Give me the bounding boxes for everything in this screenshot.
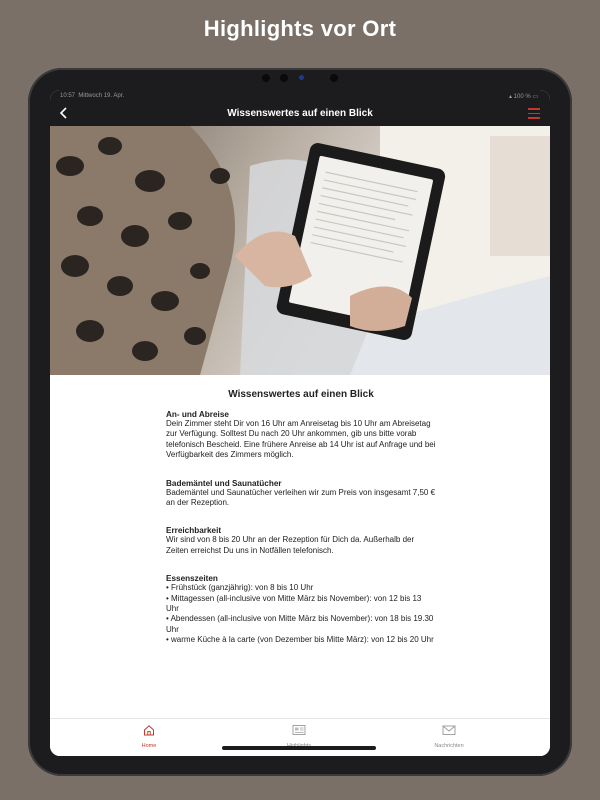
highlights-card-icon xyxy=(292,724,306,736)
content-heading: Wissenswertes auf einen Blick xyxy=(228,389,374,400)
list-item: • Abendessen (all-inclusive von Mitte März bis November): von 18 bis 19.30 Uhr xyxy=(166,614,434,634)
camera-bar xyxy=(28,72,572,84)
menu-button[interactable] xyxy=(528,108,540,120)
list-item: • Mittagessen (all-inclusive von Mitte März bis November): von 12 bis 13 Uhr xyxy=(166,593,422,614)
section-title: An- und Abreise xyxy=(166,410,229,419)
status-bar xyxy=(50,90,550,102)
nav-title: Wissenswertes auf einen Blick xyxy=(227,108,373,119)
tab-messages[interactable] xyxy=(409,723,489,749)
sensor-icon xyxy=(280,74,288,82)
section-availability xyxy=(166,526,436,556)
hero-photo-illustration xyxy=(50,126,550,375)
hero-image xyxy=(50,126,550,375)
sensor-icon xyxy=(262,74,270,82)
app-screen xyxy=(50,90,550,756)
section-title: Bademäntel und Saunatücher xyxy=(166,478,282,488)
hamburger-menu-icon xyxy=(528,108,540,110)
status-battery: ▴ 100 % ▭ xyxy=(508,94,538,100)
promo-title: Highlights vor Ort xyxy=(203,16,397,41)
section-title: Essenszeiten xyxy=(166,574,218,584)
tab-home[interactable] xyxy=(109,723,189,749)
tablet-device xyxy=(28,68,572,776)
tab-bar xyxy=(50,718,550,756)
section-mealtimes xyxy=(166,574,436,645)
list-item: • Frühstück (ganzjährig): von 8 bis 10 Uhr xyxy=(166,583,314,593)
content-area[interactable] xyxy=(50,375,550,718)
home-indicator[interactable] xyxy=(222,746,376,750)
section-text: Dein Zimmer steht Dir von 16 Uhr am Anreisetag bis 10 Uhr am Abreisetag zur Verfügung. Solltest Du nach 20 Uhr ankommen, gib uns bitte vorab telefonisch Bescheid. Eine frühere Anreise ab 14 Uhr ist auf Anfrage und bei Verfügbarkeit des Zimmers möglich. xyxy=(166,419,436,460)
tab-label: Home xyxy=(141,743,157,749)
envelope-icon xyxy=(442,724,456,736)
home-icon xyxy=(143,724,155,736)
section-arrival xyxy=(166,410,436,461)
tab-label: Nachrichten xyxy=(434,743,464,749)
list-item: • warme Küche à la carte (von Dezember bis Mitte März): von 12 bis 20 Uhr xyxy=(166,635,434,645)
section-bathrobes xyxy=(166,479,436,509)
sensor-icon xyxy=(330,74,338,82)
section-title: Erreichbarkeit xyxy=(166,526,222,536)
section-text: Bademäntel und Saunatücher verleihen wir zum Preis von insgesamt 7,50 € an der Rezeption. xyxy=(166,487,436,508)
camera-lens-icon xyxy=(299,75,304,80)
section-text: Wir sind von 8 bis 20 Uhr an der Rezeption für Dich da. Außerhalb der Zeiten erreichst Du uns in Notfällen telefonisch. xyxy=(166,535,415,555)
nav-bar xyxy=(50,102,550,126)
status-time: 10:57 Mittwoch 19. Apr. xyxy=(60,93,125,99)
